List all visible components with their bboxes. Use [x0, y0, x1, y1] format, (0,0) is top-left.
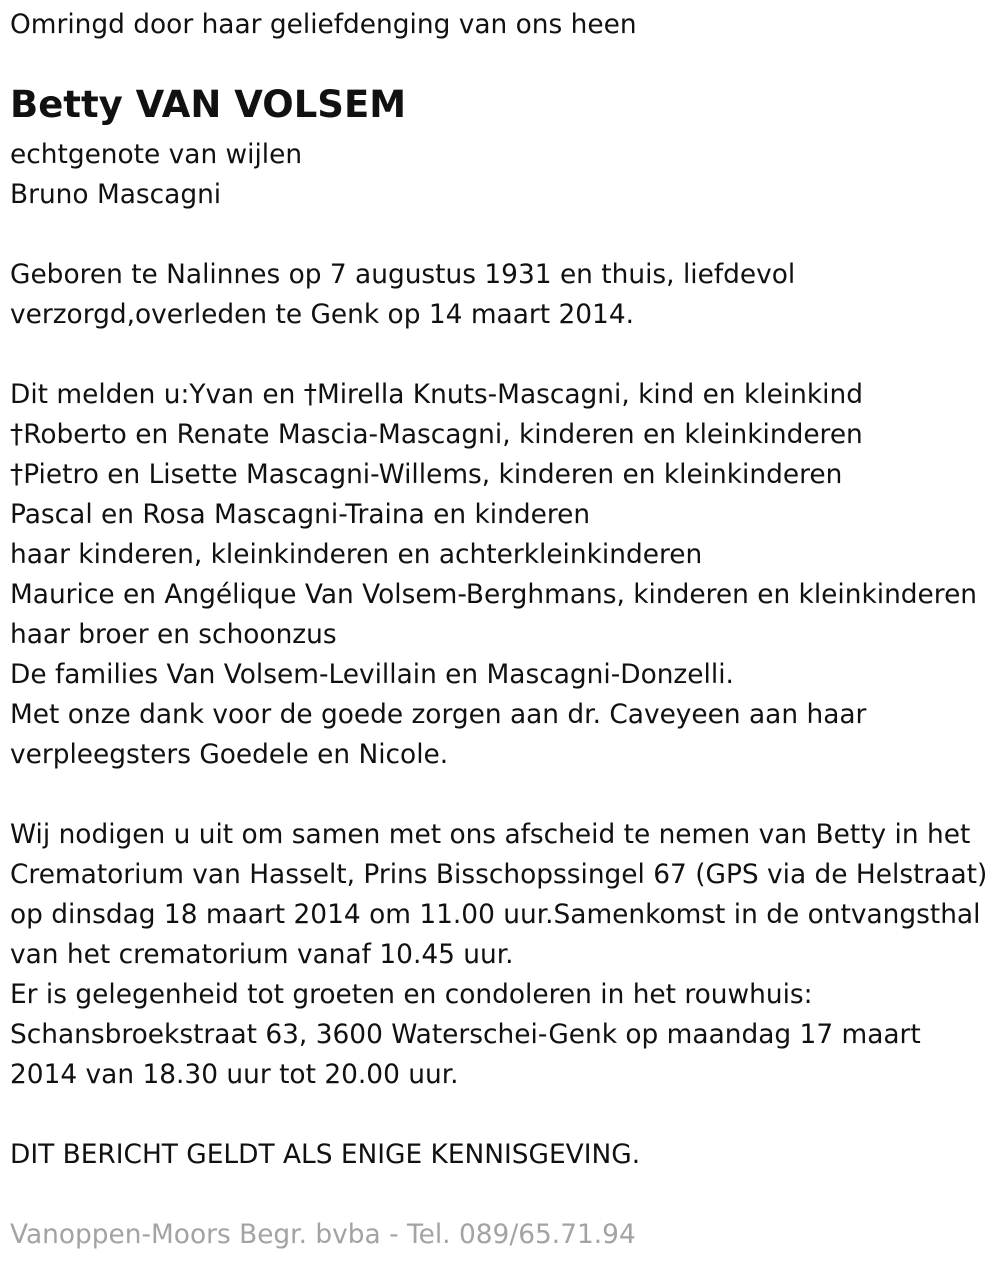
intro-line: Omringd door haar geliefdenging van ons heen [10, 9, 637, 40]
ceremony-line-3: op dinsdag 18 maart 2014 om 11.00 uur.Samenkomst in de ontvangsthal [10, 899, 981, 930]
family-line-4: Pascal en Rosa Mascagni-Traina en kinderen [10, 499, 591, 530]
birth-death-paragraph [10, 255, 995, 335]
birth-line-2: verzorgd,overleden te Genk op 14 maart 2014. [10, 299, 635, 330]
spouse-line-2: Bruno Mascagni [10, 179, 222, 210]
ceremony-line-1: Wij nodigen u uit om samen met ons afscheid te nemen van Betty in het [10, 819, 971, 850]
family-line-8: De families Van Volsem-Levillain en Mascagni-Donzelli. [10, 659, 734, 690]
ceremony-line-6: Schansbroekstraat 63, 3600 Waterschei-Genk op maandag 17 maart [10, 1019, 921, 1050]
family-line-9: Met onze dank voor de goede zorgen aan dr. Caveyeen aan haar [10, 699, 867, 730]
family-line-5: haar kinderen, kleinkinderen en achterkleinkinderen [10, 539, 703, 570]
deceased-name: Betty VAN VOLSEM [10, 83, 407, 126]
family-line-2: †Roberto en Renate Mascia-Mascagni, kinderen en kleinkinderen [10, 419, 863, 450]
sole-notice-statement: DIT BERICHT GELDT ALS ENIGE KENNISGEVING. [10, 1139, 641, 1170]
ceremony-line-5: Er is gelegenheid tot groeten en condoleren in het rouwhuis: [10, 979, 813, 1010]
ceremony-line-4: van het crematorium vanaf 10.45 uur. [10, 939, 514, 970]
ceremony-line-7: 2014 van 18.30 uur tot 20.00 uur. [10, 1059, 459, 1090]
family-line-6: Maurice en Angélique Van Volsem-Berghmans, kinderen en kleinkinderen [10, 579, 978, 610]
ceremony-paragraph [10, 815, 995, 1095]
family-line-7: haar broer en schoonzus [10, 619, 337, 650]
spouse-line-1: echtgenote van wijlen [10, 139, 303, 170]
funeral-home-footer: Vanoppen-Moors Begr. bvba - Tel. 089/65.71.94 [10, 1219, 636, 1250]
family-line-3: †Pietro en Lisette Mascagni-Willems, kinderen en kleinkinderen [10, 459, 843, 490]
birth-line-1: Geboren te Nalinnes op 7 augustus 1931 en thuis, liefdevol [10, 259, 796, 290]
ceremony-line-2: Crematorium van Hasselt, Prins Bisschopssingel 67 (GPS via de Helstraat) [10, 859, 988, 890]
death-notice [10, 5, 995, 1255]
spouse-block [10, 135, 995, 215]
family-line-1: Dit melden u:Yvan en †Mirella Knuts-Mascagni, kind en kleinkind [10, 379, 863, 410]
notice-paragraph [10, 1135, 995, 1175]
family-paragraph [10, 375, 995, 775]
family-line-10: verpleegsters Goedele en Nicole. [10, 739, 449, 770]
